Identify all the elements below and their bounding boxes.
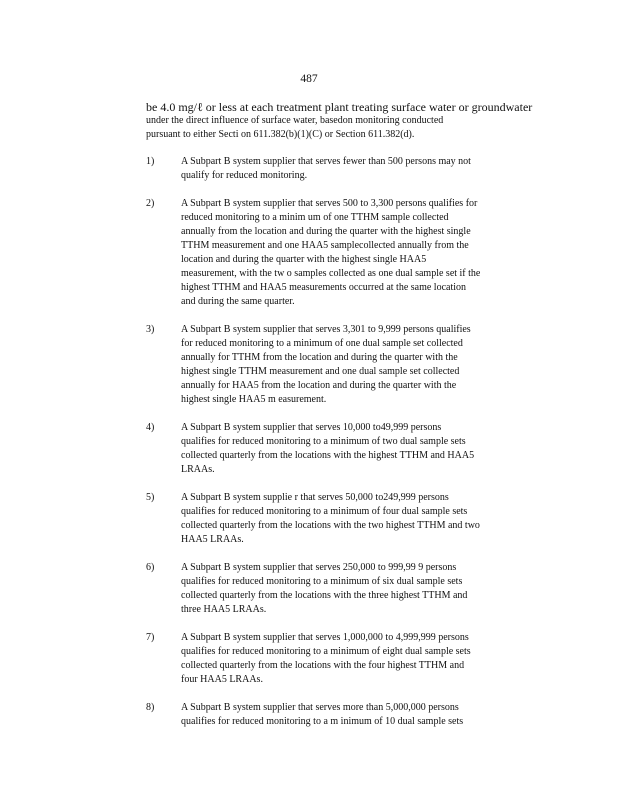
list-item [146,421,546,477]
item-text [181,323,546,407]
item-number: 1) [146,156,155,167]
item-line: three HAA5 LRAAs. [181,604,267,615]
item-line: collected quarterly from the locations with the three highest TTHM and [181,590,468,601]
item-line: LRAAs. [181,464,215,475]
item-line: location and during the quarter with the highest single HAA5 [181,254,427,265]
item-text [181,155,546,183]
item-number: 8) [146,702,155,713]
item-line: highest single HAA5 m easurement. [181,394,327,405]
item-number: 4) [146,422,155,433]
item-text [181,561,546,617]
item-line: A Subpart B system supplier that serves 250,000 to 999,99 9 persons [181,562,457,573]
item-line: A Subpart B system supplier that serves 3,301 to 9,999 persons qualifies [181,324,471,335]
item-line: four HAA5 LRAAs. [181,674,263,685]
item-line: annually for HAA5 from the location and during the quarter with the [181,380,457,391]
monitoring-list [146,155,546,729]
item-text [181,421,546,477]
item-line: A Subpart B system supplier that serves fewer than 500 persons may not [181,156,471,167]
intro-lead-line: be 4.0 mg/ℓ or less at each treatment plant treating surface water or groundwater [146,100,533,114]
item-line: A Subpart B system supplier that serves more than 5,000,000 persons [181,702,459,713]
item-line: qualifies for reduced monitoring to a minimum of six dual sample sets [181,576,463,587]
list-item [146,323,546,407]
item-text [181,491,546,547]
item-line: qualifies for reduced monitoring to a m inimum of 10 dual sample sets [181,716,464,727]
item-line: TTHM measurement and one HAA5 samplecollected annually from the [181,240,469,251]
item-text [181,631,546,687]
item-text [181,197,546,309]
list-item [146,631,546,687]
item-line: for reduced monitoring to a minimum of one dual sample set collected [181,338,463,349]
item-number: 2) [146,198,155,209]
item-line: A Subpart B system supplier that serves 500 to 3,300 persons qualifies for [181,198,478,209]
item-line: qualifies for reduced monitoring to a minimum of eight dual sample sets [181,646,471,657]
list-item [146,701,546,729]
item-line: qualify for reduced monitoring. [181,170,308,181]
item-line: A Subpart B system supplier that serves 1,000,000 to 4,999,999 persons [181,632,469,643]
item-number: 3) [146,324,155,335]
item-line: and during the same quarter. [181,296,295,307]
item-number: 6) [146,562,155,573]
intro-line: pursuant to either Secti on 611.382(b)(1)(C) or Section 611.382(d). [146,128,415,140]
item-number: 5) [146,492,155,503]
item-line: highest TTHM and HAA5 measurements occurred at the same location [181,282,467,293]
intro-paragraph [146,100,546,141]
item-line: qualifies for reduced monitoring to a minimum of four dual sample sets [181,506,468,517]
item-line: annually from the location and during the quarter with the highest single [181,226,471,237]
item-text [181,701,546,729]
list-item [146,561,546,617]
item-line: measurement, with the tw o samples collected as one dual sample set if the [181,268,481,279]
item-line: qualifies for reduced monitoring to a minimum of two dual sample sets [181,436,466,447]
item-number: 7) [146,632,155,643]
list-item [146,491,546,547]
list-item [146,155,546,183]
item-line: collected quarterly from the locations with the highest TTHM and HAA5 [181,450,475,461]
item-line: collected quarterly from the locations with the four highest TTHM and [181,660,465,671]
item-line: collected quarterly from the locations with the two highest TTHM and two [181,520,480,531]
item-line: reduced monitoring to a minim um of one TTHM sample collected [181,212,449,223]
item-line: A Subpart B system supplier that serves 10,000 to49,999 persons [181,422,442,433]
item-line: annually for TTHM from the location and during the quarter with the [181,352,458,363]
item-line: A Subpart B system supplie r that serves 50,000 to249,999 persons [181,492,449,503]
intro-line: under the direct influence of surface water, basedon monitoring conducted [146,115,444,126]
list-item [146,197,546,309]
item-line: highest single TTHM measurement and one dual sample set collected [181,366,460,377]
item-line: HAA5 LRAAs. [181,534,244,545]
page-number: 487 [300,73,318,85]
